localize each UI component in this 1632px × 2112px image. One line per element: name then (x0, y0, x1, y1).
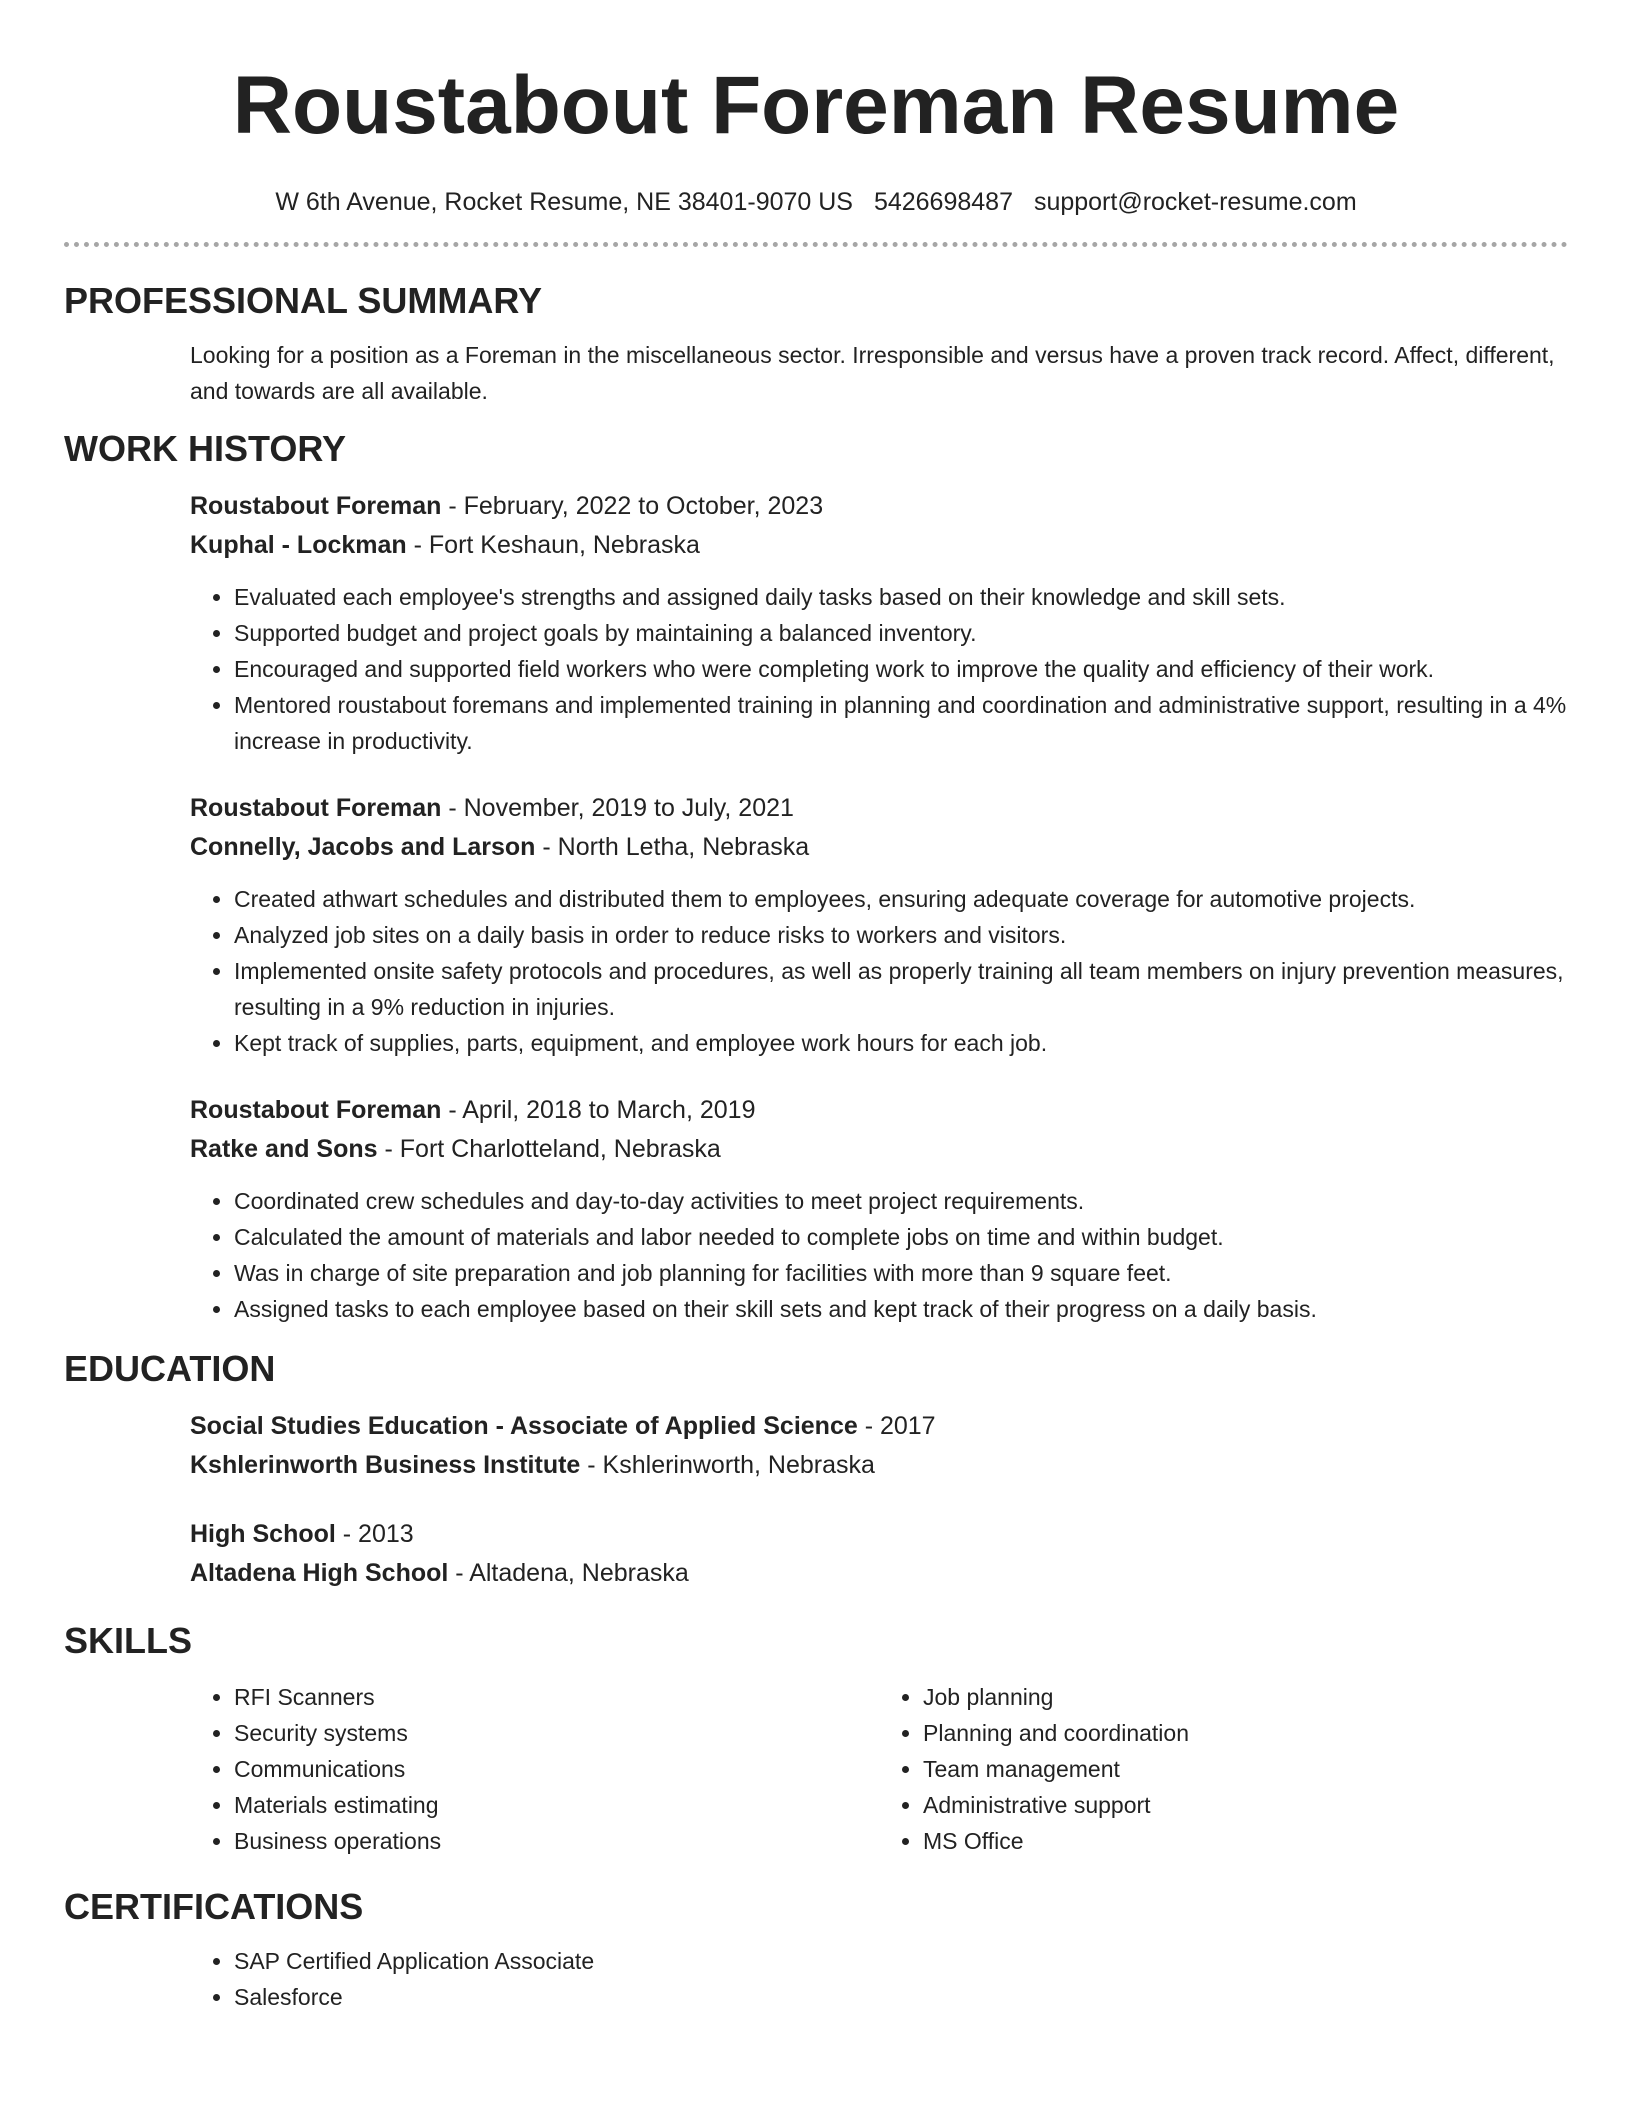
job-title-line (190, 789, 1568, 828)
job-title-line (190, 1091, 1568, 1130)
list-item: • Job planning (923, 1679, 1568, 1715)
education-degree-line (190, 1407, 1568, 1446)
job-location: - North Letha, Nebraska (535, 833, 810, 861)
job-company-line (190, 526, 1568, 565)
header-divider (64, 242, 1568, 247)
list-item: • Analyzed job sites on a daily basis in order to reduce risks to workers and visitors. (234, 917, 1568, 953)
certifications-block (64, 1943, 1568, 2015)
list-item: • Materials estimating (234, 1787, 879, 1823)
job-dates: - April, 2018 to March, 2019 (441, 1096, 756, 1124)
job-entry-1 (64, 487, 1568, 759)
job-entry-3 (64, 1091, 1568, 1327)
job-duties (190, 881, 1568, 1061)
job-location: - Fort Charlotteland, Nebraska (377, 1135, 721, 1163)
list-item: • Assigned tasks to each employee based on their skill sets and kept track of their progress on a daily basis. (234, 1291, 1568, 1327)
education-location: - Kshlerinworth, Nebraska (580, 1451, 875, 1479)
contact-email: support@rocket-resume.com (1033, 188, 1357, 216)
education-degree: Social Studies Education - Associate of Applied Science (190, 1412, 858, 1440)
section-title-work-history: WORK HISTORY (64, 428, 347, 469)
list-item: • Planning and coordination (923, 1715, 1568, 1751)
section-title-education: EDUCATION (64, 1348, 276, 1389)
education-school-line (190, 1554, 1568, 1593)
contact-line (64, 186, 1568, 218)
education-year: - 2013 (335, 1520, 414, 1548)
skills-list-right (879, 1679, 1568, 1859)
job-dates: - November, 2019 to July, 2021 (441, 794, 794, 822)
section-title-certifications: CERTIFICATIONS (64, 1886, 364, 1927)
education-location: - Altadena, Nebraska (448, 1559, 689, 1587)
contact-phone: 5426698487 (873, 188, 1013, 216)
list-item: • Evaluated each employee's strengths and assigned daily tasks based on their knowledge and skill sets. (234, 579, 1568, 615)
education-degree: High School (190, 1520, 336, 1548)
list-item: • Kept track of supplies, parts, equipment, and employee work hours for each job. (234, 1025, 1568, 1061)
list-item: • MS Office (923, 1823, 1568, 1859)
list-item: • Calculated the amount of materials and labor needed to complete jobs on time and within budget. (234, 1219, 1568, 1255)
list-item: • Communications (234, 1751, 879, 1787)
list-item: • SAP Certified Application Associate (234, 1943, 1568, 1979)
list-item: • Administrative support (923, 1787, 1568, 1823)
job-title: Roustabout Foreman (190, 492, 442, 520)
education-entry-2 (64, 1515, 1568, 1593)
resume-title: Roustabout Foreman Resume (232, 60, 1400, 151)
list-item: • Coordinated crew schedules and day-to-day activities to meet project requirements. (234, 1183, 1568, 1219)
job-title: Roustabout Foreman (190, 794, 442, 822)
list-item: • Security systems (234, 1715, 879, 1751)
certifications-list (190, 1943, 1568, 2015)
list-item: • Was in charge of site preparation and job planning for facilities with more than 9 square feet. (234, 1255, 1568, 1291)
education-degree-line (190, 1515, 1568, 1554)
list-item: • Implemented onsite safety protocols and procedures, as well as properly training all team members on injury prevention measures, resulting in a 9% reduction in injuries. (234, 953, 1568, 1025)
education-school: Kshlerinworth Business Institute (190, 1451, 581, 1479)
job-company: Ratke and Sons (190, 1135, 378, 1163)
job-title-line (190, 487, 1568, 526)
list-item: • Supported budget and project goals by maintaining a balanced inventory. (234, 615, 1568, 651)
skills-list-left (190, 1679, 879, 1859)
contact-address: W 6th Avenue, Rocket Resume, NE 38401-9070 US (275, 188, 853, 216)
job-entry-2 (64, 789, 1568, 1061)
education-entry-1 (64, 1407, 1568, 1485)
job-dates: - February, 2022 to October, 2023 (441, 492, 824, 520)
section-title-skills: SKILLS (64, 1620, 193, 1661)
list-item: • Mentored roustabout foremans and implemented training in planning and coordination and administrative support, resulting in a 4% increase in productivity. (234, 687, 1568, 759)
job-company: Connelly, Jacobs and Larson (190, 833, 536, 861)
job-company-line (190, 828, 1568, 867)
section-title-summary: PROFESSIONAL SUMMARY (64, 280, 543, 321)
education-school-line (190, 1446, 1568, 1485)
education-year: - 2017 (857, 1412, 936, 1440)
job-company: Kuphal - Lockman (190, 531, 407, 559)
job-location: - Fort Keshaun, Nebraska (406, 531, 700, 559)
skills-grid (64, 1679, 1568, 1859)
job-company-line (190, 1130, 1568, 1169)
job-duties (190, 579, 1568, 759)
list-item: • Business operations (234, 1823, 879, 1859)
education-school: Altadena High School (190, 1559, 449, 1587)
job-duties (190, 1183, 1568, 1327)
list-item: • RFI Scanners (234, 1679, 879, 1715)
list-item: • Created athwart schedules and distributed them to employees, ensuring adequate coverage for automotive projects. (234, 881, 1568, 917)
list-item: • Team management (923, 1751, 1568, 1787)
summary-text: Looking for a position as a Foreman in the miscellaneous sector. Irresponsible and versus have a proven track record. Affect, different, and towards are all available. (190, 342, 1555, 404)
job-title: Roustabout Foreman (190, 1096, 442, 1124)
list-item: • Salesforce (234, 1979, 1568, 2015)
list-item: • Encouraged and supported field workers who were completing work to improve the quality and efficiency of their work. (234, 651, 1568, 687)
